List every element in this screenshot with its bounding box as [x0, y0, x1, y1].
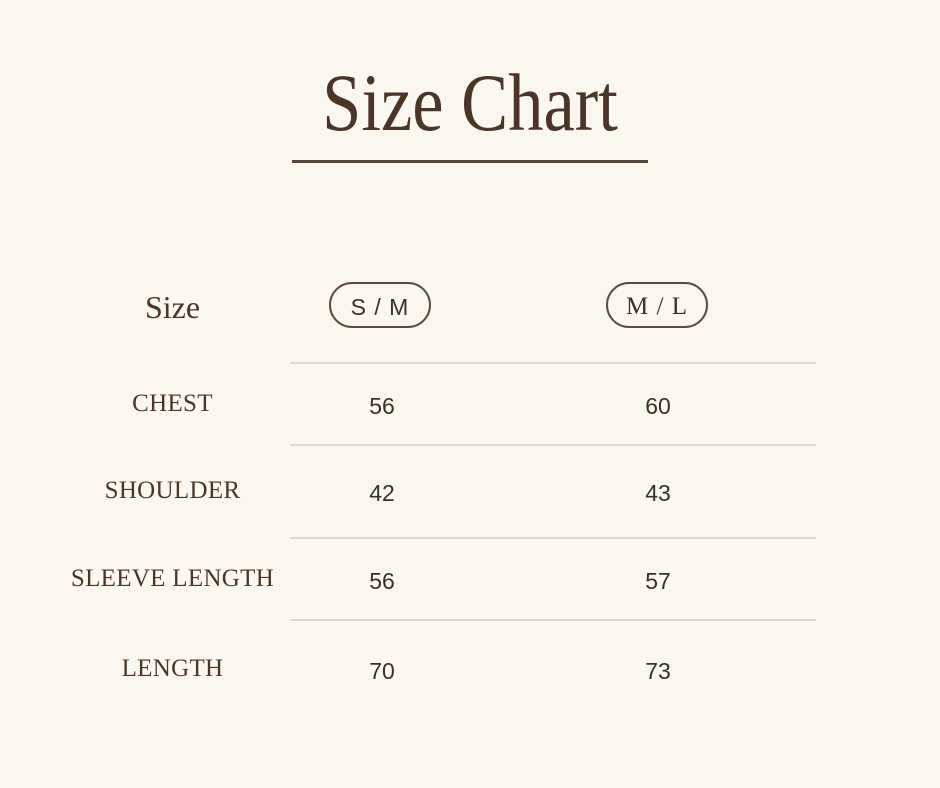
- row-divider: [290, 619, 816, 621]
- row-divider: [290, 444, 816, 446]
- title-underline: [292, 160, 648, 163]
- cell-value: 42: [369, 480, 395, 506]
- table-row-length: [0, 652, 940, 686]
- size-pill-ml[interactable]: M / L: [606, 282, 708, 328]
- row-divider: [290, 362, 816, 364]
- cell-value: 57: [645, 568, 671, 594]
- table-header-row: [0, 282, 940, 332]
- cell-value: 60: [645, 393, 671, 419]
- cell-value: 56: [369, 393, 395, 419]
- row-label: LENGTH: [121, 655, 224, 682]
- table-row-sleeve-length: [0, 562, 940, 596]
- row-label: SLEEVE LENGTH: [70, 565, 275, 592]
- row-label: SHOULDER: [104, 477, 241, 504]
- row-divider: [290, 537, 816, 539]
- cell-value: 70: [369, 658, 395, 684]
- page-title: Size Chart: [322, 57, 618, 148]
- cell-value: 73: [645, 658, 671, 684]
- cell-value: 43: [645, 480, 671, 506]
- cell-value: 56: [369, 568, 395, 594]
- size-column-header: Size: [144, 289, 201, 325]
- table-row-chest: [0, 387, 940, 421]
- title-block: [0, 57, 940, 148]
- row-label: CHEST: [132, 390, 213, 417]
- table-row-shoulder: [0, 474, 940, 508]
- size-pill-sm[interactable]: S / M: [329, 282, 431, 328]
